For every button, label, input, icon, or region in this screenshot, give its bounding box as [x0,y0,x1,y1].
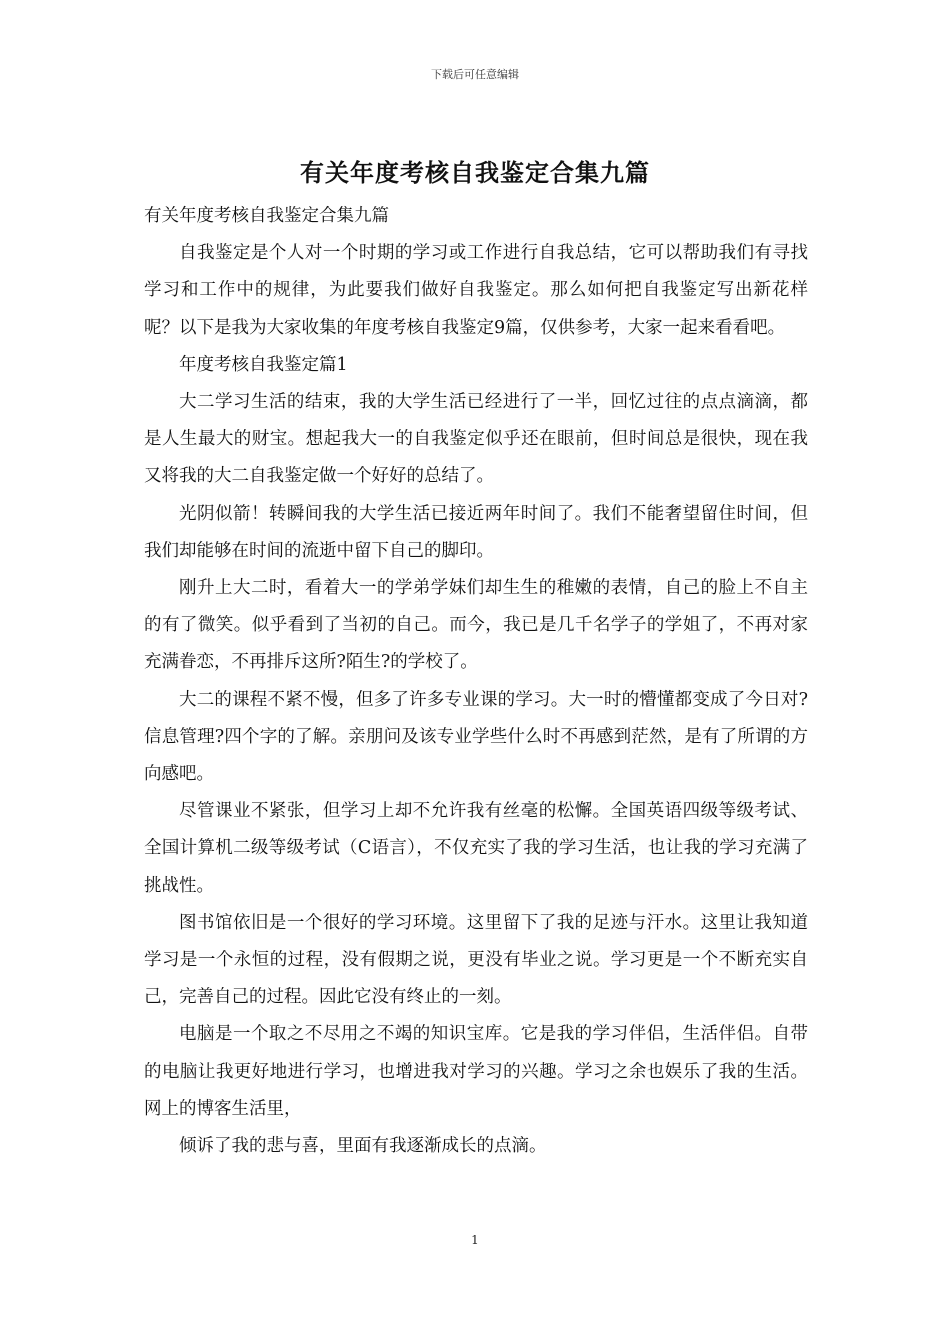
paragraph: 自我鉴定是个人对一个时期的学习或工作进行自我总结，它可以帮助我们有寻找学习和工作中的规律，为此要我们做好自我鉴定。那么如何把自我鉴定写出新花样呢？以下是我为大家收集的年度考核自我鉴定9篇，仅供参考，大家一起来看看吧。 [144,243,808,338]
paragraph: 倾诉了我的悲与喜，里面有我逐渐成长的点滴。 [179,1136,547,1157]
page-number: 1 [471,1233,479,1247]
paragraph: 大二的课程不紧不慢，但多了许多专业课的学习。大一时的懵懂都变成了今日对?信息管理?四个字的了解。亲朋问及该专业学些什么时不再感到茫然，是有了所谓的方向感吧。 [144,689,808,785]
page-header: 下载后可任意编辑 [431,68,519,81]
document-body [144,198,808,1165]
section-heading: 年度考核自我鉴定篇1 [179,354,348,375]
paragraph: 图书馆依旧是一个很好的学习环境。这里留下了我的足迹与汗水。这里让我知道学习是一个永恒的过程，没有假期之说，更没有毕业之说。学习更是一个不断充实自己，完善自己的过程。因此它没有终止的一刻。 [144,912,808,1008]
paragraph: 刚升上大二时，看着大一的学弟学妹们却生生的稚嫩的表情，自己的脸上不自主的有了微笑。似乎看到了当初的自己。而今，我已是几千名学子的学姐了，不再对家充满眷恋，不再排斥这所?陌生?的学校了。 [144,578,808,673]
paragraph: 大二学习生活的结束，我的大学生活已经进行了一半，回忆过往的点点滴滴，都是人生最大的财宝。想起我大一的自我鉴定似乎还在眼前，但时间总是很快，现在我又将我的大二自我鉴定做一个好好的总结了。 [144,392,808,487]
document-title: 有关年度考核自我鉴定合集九篇 [300,158,650,187]
paragraph: 有关年度考核自我鉴定合集九篇 [144,206,389,226]
paragraph: 尽管课业不紧张，但学习上却不允许我有丝毫的松懈。全国英语四级等级考试、全国计算机二级等级考试（C语言），不仅充实了我的学习生活，也让我的学习充满了挑战性。 [144,801,808,896]
paragraph: 电脑是一个取之不尽用之不竭的知识宝库。它是我的学习伴侣，生活伴侣。自带的电脑让我更好地进行学习，也增进我对学习的兴趣。学习之余也娱乐了我的生活。网上的博客生活里， [144,1024,808,1119]
paragraph: 光阴似箭！转瞬间我的大学生活已接近两年时间了。我们不能奢望留住时间，但我们却能够在时间的流逝中留下自己的脚印。 [144,503,808,561]
